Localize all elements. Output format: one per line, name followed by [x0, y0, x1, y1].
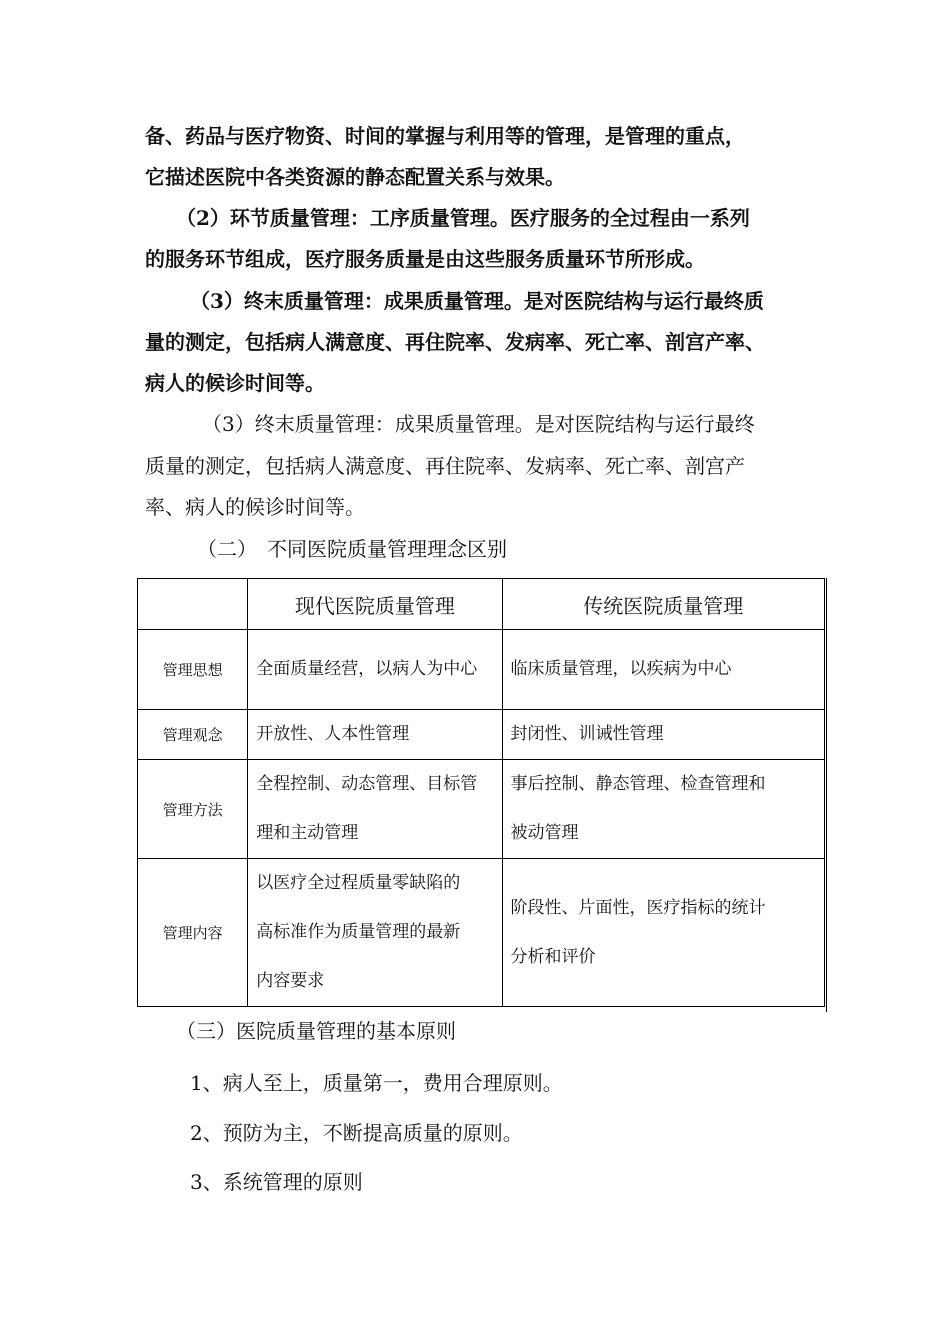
table-cell: [502, 760, 825, 859]
paragraph-line: 它描述医院中各类资源的静态配置关系与效果。: [145, 165, 565, 189]
paragraph-line: 的服务环节组成，医疗服务质量是由这些服务质量环节所形成。: [145, 247, 705, 271]
paragraph-line: （3）终末质量管理：成果质量管理。是对医院结构与运行最终: [202, 412, 755, 436]
principle-item: 3、系统管理的原则: [190, 1170, 363, 1194]
section-heading: （二） 不同医院质量管理理念区别: [197, 537, 507, 561]
table-header-cell: 传统医院质量管理: [502, 579, 825, 630]
cell-line: 开放性、人本性管理: [256, 724, 410, 744]
table-row: [138, 859, 825, 1007]
cell-line: 临床质量管理，以疾病为中心: [510, 659, 732, 679]
principle-item: 2、预防为主，不断提高质量的原则。: [190, 1121, 523, 1145]
paragraph-line: 量的测定，包括病人满意度、再住院率、发病率、死亡率、剖宫产率、: [145, 330, 765, 354]
row-label: 管理观念: [138, 710, 248, 760]
paragraph-line: （2）环节质量管理：工序质量管理。医疗服务的全过程由一系列: [176, 206, 750, 230]
table-header-row: [138, 579, 825, 630]
cell-line: 阶段性、片面性，医疗指标的统计: [510, 897, 766, 918]
table-header-cell: [138, 579, 248, 630]
paragraph-line: 质量的测定，包括病人满意度、再住院率、发病率、死亡率、剖宫产: [145, 454, 745, 478]
cell-line: 全程控制、动态管理、目标管: [256, 774, 478, 794]
table-cell: [248, 760, 502, 859]
table-row: [138, 710, 825, 760]
row-label: 管理思想: [138, 630, 248, 710]
table-outer-border: [826, 578, 827, 1012]
table-header-cell: 现代医院质量管理: [248, 579, 502, 630]
table-cell: [502, 710, 825, 760]
table-row: [138, 630, 825, 710]
table-cell: [248, 859, 502, 1007]
row-label: 管理内容: [138, 859, 248, 1007]
cell-line: 封闭性、训诫性管理: [510, 724, 664, 744]
paragraph-line: 病人的候诊时间等。: [145, 371, 325, 395]
section-heading: （三）医院质量管理的基本原则: [176, 1019, 456, 1043]
cell-line: 全面质量经营，以病人为中心: [256, 659, 478, 679]
paragraph-line: 率、病人的候诊时间等。: [145, 495, 365, 519]
cell-line: 高标准作为质量管理的最新: [256, 922, 461, 942]
cell-line: 以医疗全过程质量零缺陷的: [256, 873, 461, 893]
table-cell: [248, 630, 502, 710]
table-row: [138, 760, 825, 859]
cell-line: 理和主动管理: [256, 823, 359, 843]
comparison-table: [137, 578, 825, 1007]
cell-line: 事后控制、静态管理、检查管理和: [510, 774, 766, 794]
table-cell: [502, 859, 825, 1007]
cell-line: 被动管理: [510, 823, 579, 843]
paragraph-line: （3）终末质量管理：成果质量管理。是对医院结构与运行最终质: [190, 289, 764, 313]
principle-item: 1、病人至上，质量第一，费用合理原则。: [190, 1071, 563, 1095]
cell-line: 内容要求: [256, 971, 325, 991]
cell-line: 分析和评价: [510, 946, 596, 967]
paragraph-line: 备、药品与医疗物资、时间的掌握与利用等的管理，是管理的重点，: [145, 124, 745, 148]
table-cell: [248, 710, 502, 760]
table-cell: [502, 630, 825, 710]
row-label: 管理方法: [138, 760, 248, 859]
